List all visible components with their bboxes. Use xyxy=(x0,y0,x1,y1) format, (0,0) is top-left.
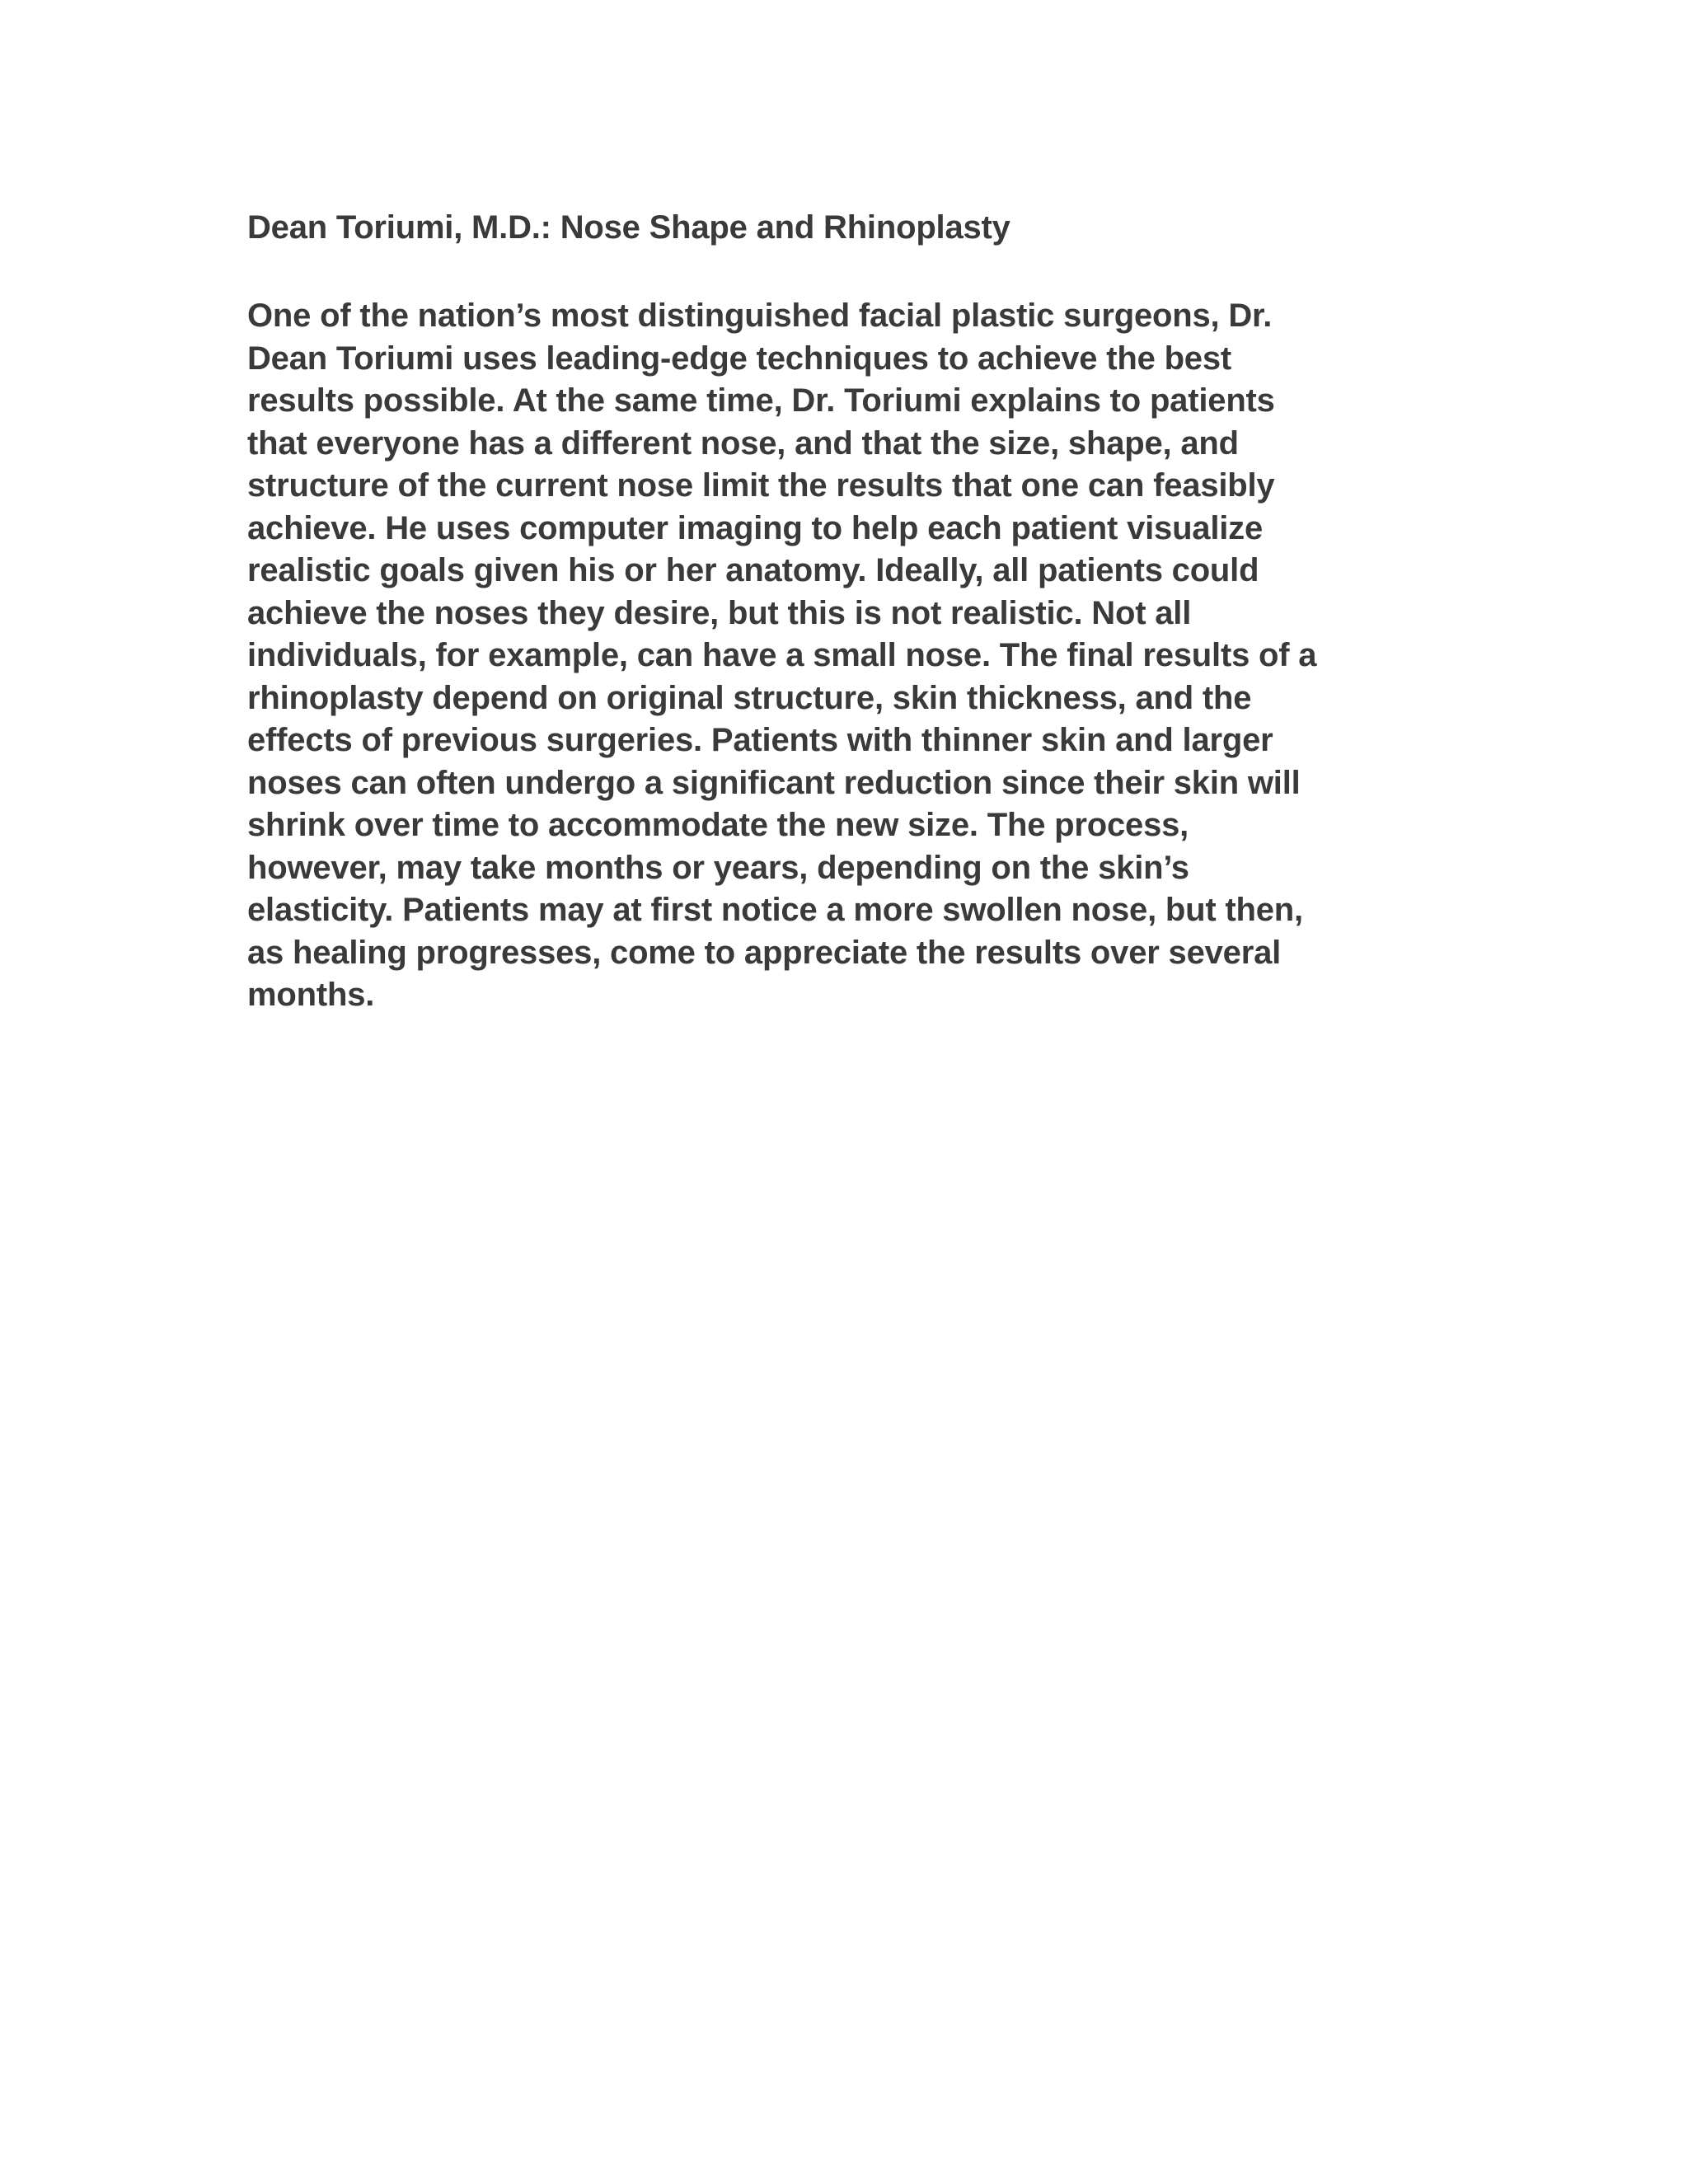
body-line: achieve. He uses computer imaging to help each patient visualize xyxy=(247,509,1264,546)
body-line: Dean Toriumi uses leading-edge techniques to achieve the best xyxy=(247,340,1232,377)
body-line: as healing progresses, come to appreciate the results over several xyxy=(247,934,1282,971)
body-line: achieve the noses they desire, but this is not realistic. Not all xyxy=(247,594,1192,631)
body-line: shrink over time to accommodate the new size. The process, xyxy=(247,807,1189,843)
body-line: results possible. At the same time, Dr. Toriumi explains to patients xyxy=(247,382,1275,419)
body-line: effects of previous surgeries. Patients with thinner skin and larger xyxy=(247,722,1273,758)
body-line: noses can often undergo a significant reduction since their skin will xyxy=(247,764,1301,801)
body-line: structure of the current nose limit the results that one can feasibly xyxy=(247,467,1275,504)
body-line: realistic goals given his or her anatomy. Ideally, all patients could xyxy=(247,552,1259,588)
body-line: however, may take months or years, depending on the skin’s xyxy=(247,849,1189,886)
body-line: that everyone has a different nose, and that the size, shape, and xyxy=(247,424,1239,462)
body-line: months. xyxy=(247,977,375,1013)
document-body xyxy=(247,295,1434,1017)
body-line: rhinoplasty depend on original structure, skin thickness, and the xyxy=(247,679,1252,716)
document-title: Dean Toriumi, M.D.: Nose Shape and Rhinoplasty xyxy=(247,209,1010,246)
body-line: One of the nation’s most distinguished facial plastic surgeons, Dr. xyxy=(247,298,1273,334)
document-content xyxy=(247,206,1434,1017)
body-line: individuals, for example, can have a small nose. The final results of a xyxy=(247,637,1317,673)
body-line: elasticity. Patients may at first notice a more swollen nose, but then, xyxy=(247,892,1303,928)
